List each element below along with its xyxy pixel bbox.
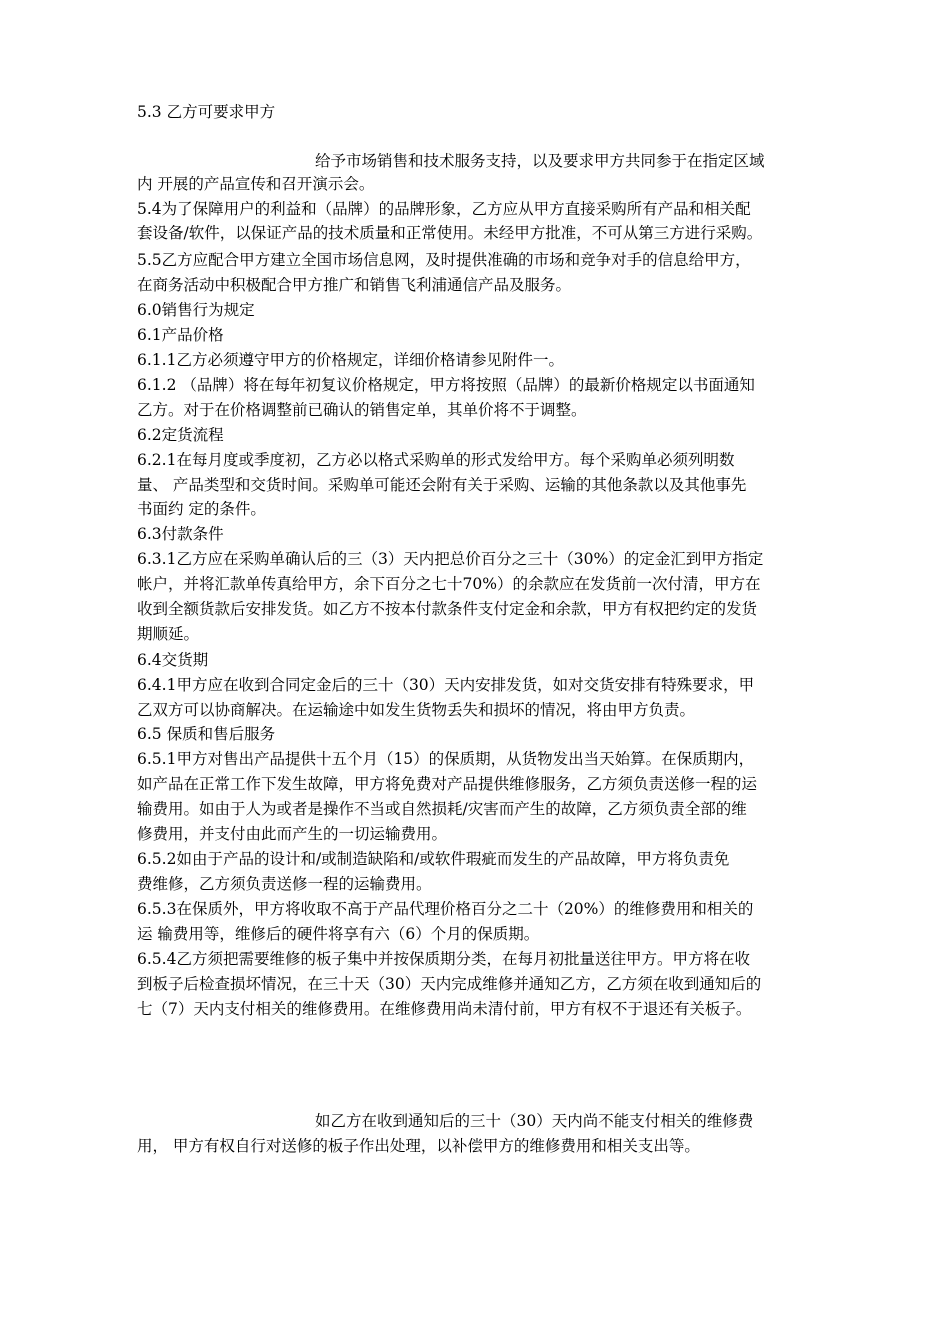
paragraph-line: 量、 产品类型和交货时间。采购单可能还会附有关于采购、运输的其他条款以及其他事先 — [137, 476, 747, 494]
paragraph-line: 在商务活动中积极配合甲方推广和销售飞利浦通信产品及服务。 — [137, 276, 572, 294]
clause-5-4: 5.4为了保障用户的利益和（品牌）的品牌形象，乙方应从甲方直接采购所有产品和相关配 — [137, 200, 751, 218]
clause-6-1-1: 6.1.1乙方必须遵守甲方的价格规定，详细价格请参见附件一。 — [137, 351, 564, 369]
paragraph-line: 七（7）天内支付相关的维修费用。在维修费用尚未清付前，甲方有权不于退还有关板子。 — [137, 1000, 752, 1018]
paragraph-line: 内 开展的产品宣传和召开演示会。 — [137, 175, 375, 193]
paragraph-line: 给予市场销售和技术服务支持，以及要求甲方共同参于在指定区域 — [315, 152, 765, 170]
clause-5-5: 5.5乙方应配合甲方建立全国市场信息网，及时提供准确的市场和竞争对手的信息给甲方， — [137, 251, 751, 269]
paragraph-line: 书面约 定的条件。 — [137, 500, 266, 518]
paragraph-line: 乙方。对于在价格调整前已确认的销售定单，其单价将不于调整。 — [137, 401, 587, 419]
paragraph-line: 帐户，并将汇款单传真给甲方，余下百分之七十70%）的余款应在发货前一次付清，甲方在 — [137, 575, 761, 593]
paragraph-line: 如产品在正常工作下发生故障，甲方将免费对产品提供维修服务，乙方须负责送修一程的运 — [137, 775, 758, 793]
section-6-5-heading: 6.5 保质和售后服务 — [137, 725, 276, 743]
paragraph-line: 乙双方可以协商解决。在运输途中如发生货物丢失和损坏的情况，将由甲方负责。 — [137, 701, 696, 719]
section-6-0-heading: 6.0销售行为规定 — [137, 301, 255, 319]
clause-6-5-4: 6.5.4乙方须把需要维修的板子集中并按保质期分类，在每月初批量送往甲方。甲方将在收 — [137, 950, 750, 968]
clause-5-3-heading: 5.3 乙方可要求甲方 — [137, 103, 276, 121]
clause-6-3-1: 6.3.1乙方应在采购单确认后的三（3）天内把总价百分之三十（30%）的定金汇到甲方指定 — [137, 550, 764, 568]
section-6-4-heading: 6.4交货期 — [137, 651, 209, 669]
paragraph-line: 用， 甲方有权自行对送修的板子作出处理，以补偿甲方的维修费用和相关支出等。 — [137, 1137, 700, 1155]
paragraph-line: 套设备/软件，以保证产品的技术质量和正常使用。未经甲方批准，不可从第三方进行采购。 — [137, 224, 763, 242]
clause-6-5-1: 6.5.1甲方对售出产品提供十五个月（15）的保质期，从货物发出当天始算。在保质期内， — [137, 750, 755, 768]
clause-6-2-1: 6.2.1在每月度或季度初，乙方必以格式采购单的形式发给甲方。每个采购单必须列明数 — [137, 451, 735, 469]
paragraph-line: 到板子后检查损坏情况，在三十天（30）天内完成维修并通知乙方，乙方须在收到通知后的 — [137, 975, 762, 993]
paragraph-line: 如乙方在收到通知后的三十（30）天内尚不能支付相关的维修费 — [315, 1112, 754, 1130]
paragraph-line: 运 输费用等，维修后的硬件将享有六（6）个月的保质期。 — [137, 925, 540, 943]
paragraph-line: 费维修，乙方须负责送修一程的运输费用。 — [137, 875, 432, 893]
paragraph-line: 修费用，并支付由此而产生的一切运输费用。 — [137, 825, 448, 843]
clause-6-1-2: 6.1.2 （品牌）将在每年初复议价格规定，甲方将按照（品牌）的最新价格规定以书面通知 — [137, 376, 755, 394]
clause-6-5-2: 6.5.2如由于产品的设计和/或制造缺陷和/或软件瑕疵而发生的产品故障，甲方将负责免 — [137, 850, 730, 868]
paragraph-line: 期顺延。 — [137, 625, 200, 643]
paragraph-line: 收到全额货款后安排发货。如乙方不按本付款条件支付定金和余款，甲方有权把约定的发货 — [137, 600, 758, 618]
paragraph-line: 输费用。如由于人为或者是操作不当或自然损耗/灾害而产生的故障，乙方须负责全部的维 — [137, 800, 747, 818]
section-6-2-heading: 6.2定货流程 — [137, 426, 224, 444]
clause-6-4-1: 6.4.1甲方应在收到合同定金后的三十（30）天内安排发货，如对交货安排有特殊要求，甲 — [137, 676, 755, 694]
section-6-1-heading: 6.1产品价格 — [137, 326, 224, 344]
clause-6-5-3: 6.5.3在保质外，甲方将收取不高于产品代理价格百分之二十（20%）的维修费用和相关的 — [137, 900, 754, 918]
section-6-3-heading: 6.3付款条件 — [137, 525, 224, 543]
